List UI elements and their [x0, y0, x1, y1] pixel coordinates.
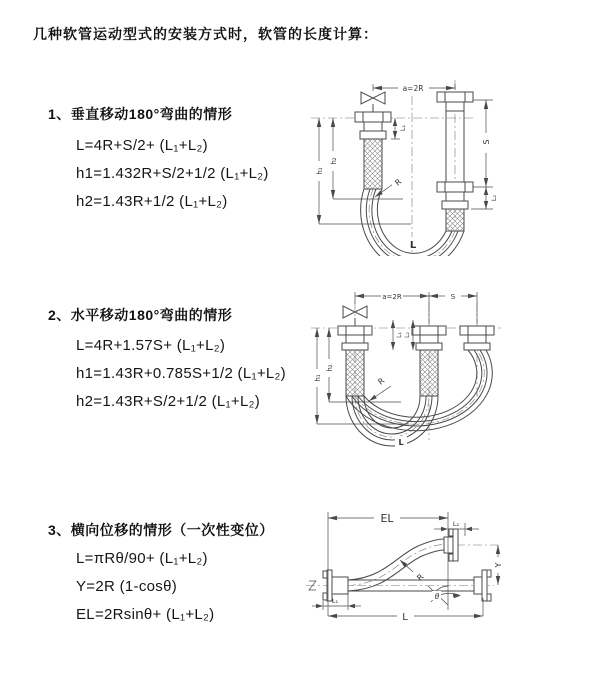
right-fitting-upper [437, 92, 473, 111]
section-3-heading: 3、横向位移的情形（一次性变位） [48, 522, 274, 538]
diagram-horizontal-travel-180-bend [305, 282, 595, 457]
section-1-heading: 1、垂直移动180°弯曲的情形 [48, 106, 233, 122]
valve-icon [361, 92, 385, 112]
middle-hose-braid [420, 350, 438, 396]
dim-label-a2r: a=2R [382, 293, 402, 301]
dim-label-y: Y [494, 562, 503, 568]
dim-label-l: L [409, 240, 417, 251]
page-title: 几种软管运动型式的安装方式时，软管的长度计算： [33, 26, 378, 42]
left-hose-braid [346, 350, 364, 396]
diagram-vertical-travel-180-bend [305, 66, 595, 256]
left-fitting [338, 326, 372, 350]
dim-label-l2: L₂ [490, 194, 498, 202]
dim-label-r: R [376, 376, 387, 387]
dim-label-r: R [415, 572, 426, 583]
dim-label-h1: h₁ [316, 167, 324, 175]
dim-label-h2: h₂ [326, 364, 334, 372]
section-2-heading: 2、水平移动180°弯曲的情形 [48, 307, 233, 323]
upper-flange [444, 529, 458, 561]
formula-h1: h1=1.432R+S/2+1/2 (L₁+L₂) [76, 165, 269, 182]
dim-label-a2r: a=2R [402, 84, 424, 93]
formula-L: L=4R+1.57S+ (L₁+L₂) [76, 337, 226, 354]
dim-label-theta: θ [434, 592, 440, 601]
dimension-l1 [391, 320, 395, 350]
right-hose-braid [446, 209, 464, 231]
diagram-lateral-displacement [298, 498, 598, 658]
formula-EL: EL=2Rsinθ+ (L₁+L₂) [76, 606, 215, 623]
dim-label-h2: h₂ [330, 157, 338, 165]
right-fitting-lower [437, 182, 473, 209]
centerlines [311, 302, 501, 440]
dim-label-h1: h₁ [314, 374, 322, 382]
dim-label-el: EL [380, 512, 394, 525]
dim-label-l1: L₁ [399, 124, 407, 132]
hose-s-curve [348, 539, 444, 591]
dim-label-l: L [402, 612, 408, 623]
formula-L: L=4R+S/2+ (L₁+L₂) [76, 137, 208, 154]
dim-label-l2: L₂ [452, 520, 460, 528]
right-fitting [460, 326, 494, 350]
dim-label-r: R [393, 177, 404, 188]
formula-h2: h2=1.43R+S/2+1/2 (L₁+L₂) [76, 393, 261, 410]
dim-label-l1: L₁ [331, 597, 339, 605]
radius-leader [369, 386, 391, 401]
left-hose-braid [364, 139, 382, 189]
formula-h2: h2=1.43R+1/2 (L₁+L₂) [76, 193, 228, 210]
dimension-a2r [355, 292, 477, 324]
dim-label-l2: L₂ [404, 332, 411, 338]
formula-h1: h1=1.43R+0.785S+1/2 (L₁+L₂) [76, 365, 286, 382]
formula-L: L=πRθ/90+ (L₁+L₂) [76, 550, 208, 567]
dim-label-s: S [450, 293, 456, 301]
dimension-el [328, 512, 448, 616]
middle-fitting [412, 326, 446, 350]
formula-Y: Y=2R (1-cosθ) [76, 578, 178, 595]
dim-label-l: L [398, 438, 404, 447]
dim-label-s: S [482, 139, 491, 145]
left-fitting [355, 112, 391, 139]
dim-label-l1: L₁ [396, 332, 403, 338]
